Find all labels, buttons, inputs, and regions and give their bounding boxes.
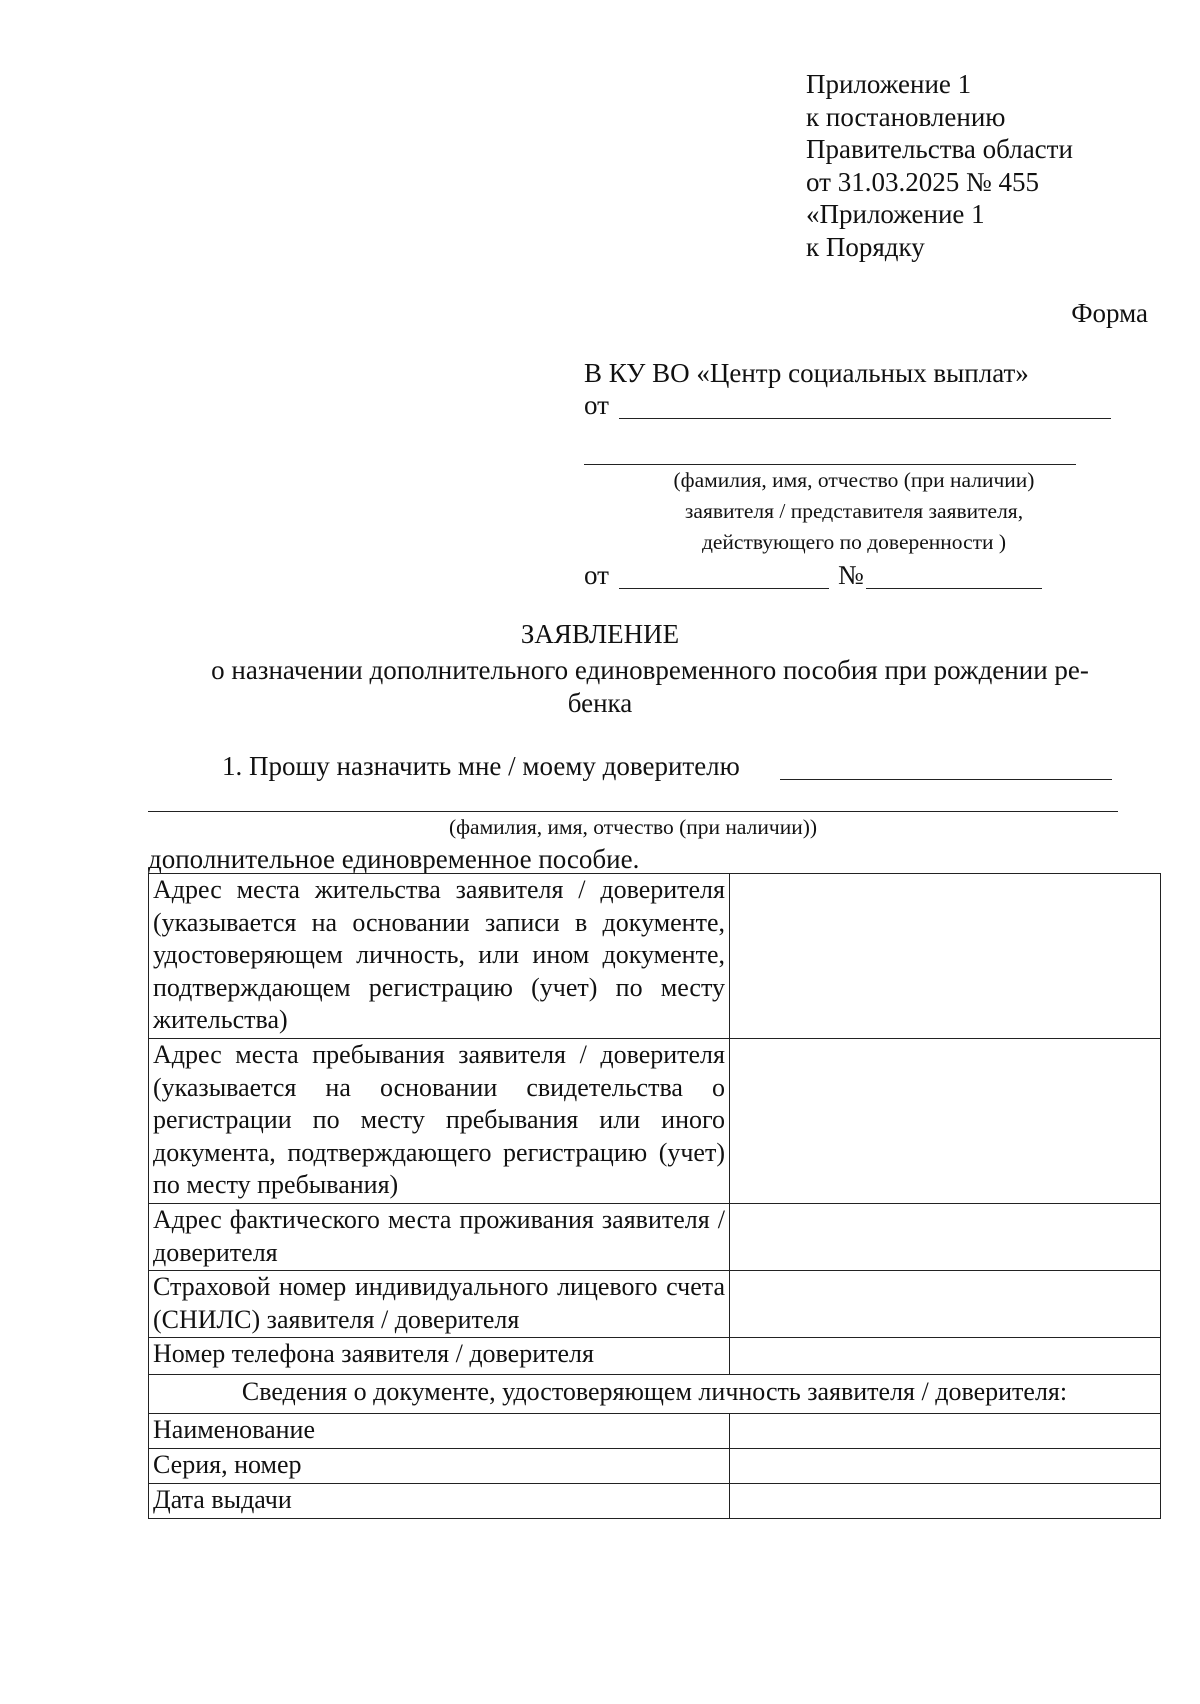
note-line: (фамилия, имя, отчество (при наличии) (673, 468, 1035, 492)
stay-address-field[interactable] (730, 1039, 1161, 1204)
table-row (149, 1204, 1161, 1271)
table-row (149, 1413, 1161, 1448)
applicant-data-table (148, 873, 1161, 1519)
row-label-doc-name: Наименование (149, 1413, 730, 1448)
appendix-line: «Приложение 1 (806, 199, 985, 229)
row-label-residence-address: Адрес места жительства заявителя / доверителя (указывается на основании записи в документе, удостоверяющем личность, или ином документе, подтверждающем регистрацию (учет) по месту жительства) (149, 874, 730, 1039)
beneficiary-name-note: (фамилия, имя, отчество (при наличии)) (448, 815, 818, 839)
table-row (149, 1483, 1161, 1518)
appendix-line: к постановлению (806, 101, 1006, 132)
appendix-line: от 31.03.2025 № 455 (806, 166, 1039, 197)
appendix-line: Правительства области (806, 134, 1073, 164)
request-text: 1. Прошу назначить мне / моему доверителю (222, 751, 740, 781)
actual-address-field[interactable] (730, 1204, 1161, 1271)
row-label-doc-series-number: Серия, номер (149, 1448, 730, 1483)
row-label-actual-address: Адрес фактического места проживания заявителя / доверителя (149, 1204, 730, 1271)
document-subtitle-cont: бенка (567, 688, 633, 718)
residence-address-field[interactable] (730, 874, 1161, 1039)
row-label-doc-issue-date: Дата выдачи (149, 1483, 730, 1518)
date-prefix: от (584, 560, 609, 590)
applicant-name-field[interactable] (619, 418, 1111, 419)
note-line: действующего по доверенности ) (701, 530, 1007, 554)
section-heading-identity-document: Сведения о документе, удостоверяющем личность заявителя / доверителя: (149, 1375, 1161, 1414)
addressee-to: В КУ ВО «Центр социальных выплат» (584, 358, 1029, 388)
note-line: заявителя / представителя заявителя, (684, 499, 1024, 523)
table-row (149, 1448, 1161, 1483)
doc-series-number-field[interactable] (730, 1448, 1161, 1483)
beneficiary-name-field[interactable] (780, 779, 1112, 780)
appendix-block (806, 68, 1073, 263)
application-number-field[interactable] (866, 588, 1042, 589)
appendix-line: Приложение 1 (806, 69, 972, 99)
row-label-phone: Номер телефона заявителя / доверителя (149, 1338, 730, 1375)
form-label: Форма (1071, 298, 1148, 328)
snils-field[interactable] (730, 1271, 1161, 1338)
table-row (149, 1338, 1161, 1375)
table-row (149, 1271, 1161, 1338)
doc-name-field[interactable] (730, 1413, 1161, 1448)
row-label-snils: Страховой номер индивидуального лицевого счета (СНИЛС) заявителя / доверителя (149, 1271, 730, 1338)
application-date-field[interactable] (619, 588, 829, 589)
row-label-stay-address: Адрес места пребывания заявителя / доверителя (указывается на основании свидетельства о регистрации по месту пребывания или иного документа, подтверждающего регистрацию (учет) по месту пребывания) (149, 1039, 730, 1204)
phone-field[interactable] (730, 1338, 1161, 1375)
appendix-line: к Порядку (806, 231, 925, 262)
doc-issue-date-field[interactable] (730, 1483, 1161, 1518)
table-row (149, 874, 1161, 1039)
document-subtitle: о назначении дополнительного единовременного пособия при рождении ре- (211, 655, 1089, 685)
table-row (149, 1039, 1161, 1204)
number-prefix: № (838, 560, 864, 590)
applicant-name-note (584, 465, 1124, 558)
document-title: ЗАЯВЛЕНИЕ (520, 619, 680, 649)
benefit-text: дополнительное единовременное пособие. (148, 844, 640, 874)
table-section-row (149, 1375, 1161, 1414)
addressee-from-prefix: от (584, 390, 609, 420)
